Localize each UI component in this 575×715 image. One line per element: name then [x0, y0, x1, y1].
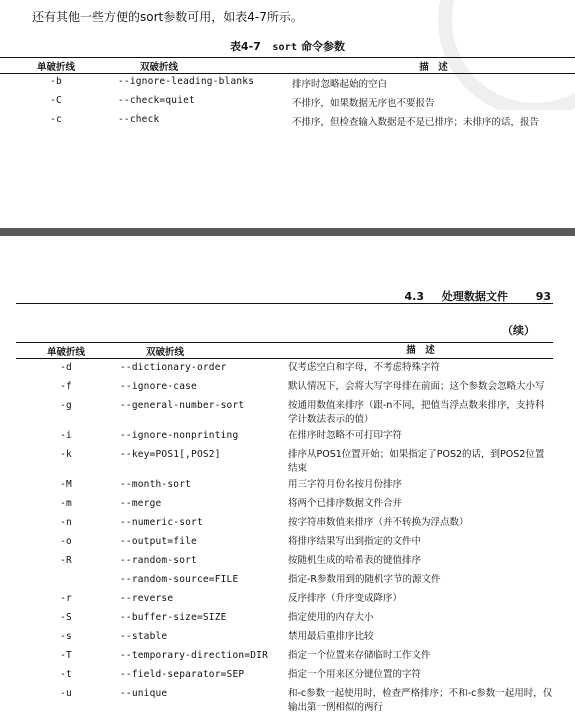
table-row [16, 427, 553, 446]
option-short: -n [60, 517, 72, 528]
header-short: 单破折线 [0, 58, 112, 74]
option-long: --general-number-sort [120, 400, 245, 411]
option-long: --numeric-sort [120, 517, 203, 528]
table-row [16, 397, 553, 427]
option-description: 在排序时忽略不可打印字符 [288, 430, 403, 441]
option-short [16, 571, 116, 590]
option-short: -f [60, 381, 72, 392]
option-description: 指定一个用来区分键位置的字符 [288, 669, 422, 680]
option-long: --stable [120, 631, 168, 642]
option-long: --key=POS1[,POS2] [120, 449, 221, 460]
header-desc: 描 述 [284, 343, 553, 359]
option-description: 按随机生成的哈希表的键值排序 [288, 555, 422, 566]
option-short: -i [60, 430, 72, 441]
page-bottom [0, 236, 575, 713]
option-description: 将两个已排序数据文件合并 [288, 498, 403, 509]
option-short: -T [60, 650, 72, 661]
table-row [16, 590, 553, 609]
table-row [16, 685, 553, 715]
page-divider [0, 228, 575, 236]
option-description: 将排序结果写出到指定的文件中 [288, 536, 422, 547]
option-long: --ignore-nonprinting [120, 430, 239, 441]
option-short: -r [60, 593, 72, 604]
running-header [18, 288, 551, 304]
option-short: -k [60, 449, 72, 460]
option-short: -u [60, 688, 72, 699]
option-short: -R [60, 555, 72, 566]
option-long: --random-sort [120, 555, 197, 566]
option-long: --ignore-leading-blanks [118, 76, 255, 87]
caption-suffix: 命令参数 [301, 40, 346, 53]
caption-command: sort [272, 42, 298, 53]
options-table-part2 [16, 342, 553, 715]
header-long: 双破折线 [112, 58, 290, 74]
header-rule [16, 303, 553, 304]
continued-label: （续） [502, 324, 535, 337]
table-row [0, 112, 575, 131]
option-short: -m [60, 498, 72, 509]
table-row [16, 647, 553, 666]
option-description: 按字符串数值来排序（并不转换为浮点数） [288, 517, 469, 528]
option-short: -s [60, 631, 72, 642]
option-long: --ignore-case [120, 381, 197, 392]
table-header-row [0, 58, 575, 74]
header-desc: 描 述 [290, 58, 575, 74]
option-long: --output=file [120, 536, 197, 547]
section-title: 处理数据文件 [441, 290, 508, 303]
page-top [0, 0, 575, 228]
header-long: 双破折线 [116, 343, 284, 359]
table-row [16, 666, 553, 685]
option-short: -S [60, 612, 72, 623]
table-row [16, 446, 553, 476]
option-short: -C [50, 95, 62, 106]
table-row [0, 93, 575, 112]
option-description: 不排序，如果数据无序也不要报告 [292, 98, 435, 109]
table-row [16, 378, 553, 397]
option-description: 指定一个位置来存储临时工作文件 [288, 650, 431, 661]
option-description: 不排序，但检查输入数据是不是已排序；未排序的话，报告 [292, 117, 540, 128]
option-short: -o [60, 536, 72, 547]
option-description: 默认情况下，会将大写字母排在前面；这个参数会忽略大小写 [288, 381, 545, 392]
table-header-row [16, 343, 553, 359]
option-short: -g [60, 400, 72, 411]
options-table-part1 [0, 57, 575, 131]
option-short: -d [60, 362, 72, 373]
option-description: 按通用数值来排序（跟-n不同，把值当浮点数来排序，支持科学计数法表示的值） [288, 400, 545, 425]
table-caption [0, 38, 575, 54]
option-long: --reverse [120, 593, 174, 604]
option-long: --random-source=FILE [120, 574, 239, 585]
caption-prefix: 表4-7 [229, 40, 261, 53]
intro-sentence: 还有其他一些方便的sort参数可用，如表4-7所示。 [32, 10, 303, 24]
table-row [16, 609, 553, 628]
table-row [16, 571, 553, 590]
option-long: --unique [120, 688, 168, 699]
option-long: --check [118, 114, 160, 125]
table-row [16, 359, 553, 379]
table-row [16, 476, 553, 495]
option-description: 和-c参数一起使用时，检查严格排序；不和-c参数一起用时，仅输出第一例相似的两行 [288, 688, 553, 713]
option-long: --buffer-size=SIZE [120, 612, 227, 623]
option-long: --field-separator=SEP [120, 669, 245, 680]
option-long: --check=quiet [118, 95, 195, 106]
option-description: 排序从POS1位置开始；如果指定了POS2的话，到POS2位置结束 [288, 449, 545, 474]
option-description: 禁用最后重排序比较 [288, 631, 374, 642]
table-row [16, 514, 553, 533]
option-long: --merge [120, 498, 162, 509]
option-short: -t [60, 669, 72, 680]
option-long: --month-sort [120, 479, 192, 490]
table-row [16, 533, 553, 552]
option-description: 排序时忽略起始的空白 [292, 79, 388, 90]
option-description: 仅考虑空白和字母，不考虑特殊字符 [288, 362, 441, 373]
option-description: 反序排序（升序变成降序） [288, 593, 403, 604]
option-short: -c [50, 114, 62, 125]
table-row [16, 495, 553, 514]
option-description: 用三字符月份名按月份排序 [288, 479, 403, 490]
table-row [0, 74, 575, 94]
option-short: -b [50, 76, 62, 87]
option-description: 指定-R参数用到的随机字节的源文件 [288, 574, 441, 585]
table-row [16, 628, 553, 647]
option-long: --dictionary-order [120, 362, 227, 373]
option-long: --temporary-direction=DIR [120, 650, 268, 661]
table-row [16, 552, 553, 571]
option-short: -M [60, 479, 72, 490]
page-number: 93 [535, 290, 551, 303]
option-description: 指定使用的内存大小 [288, 612, 374, 623]
header-short: 单破折线 [16, 343, 116, 359]
section-number: 4.3 [404, 290, 424, 303]
